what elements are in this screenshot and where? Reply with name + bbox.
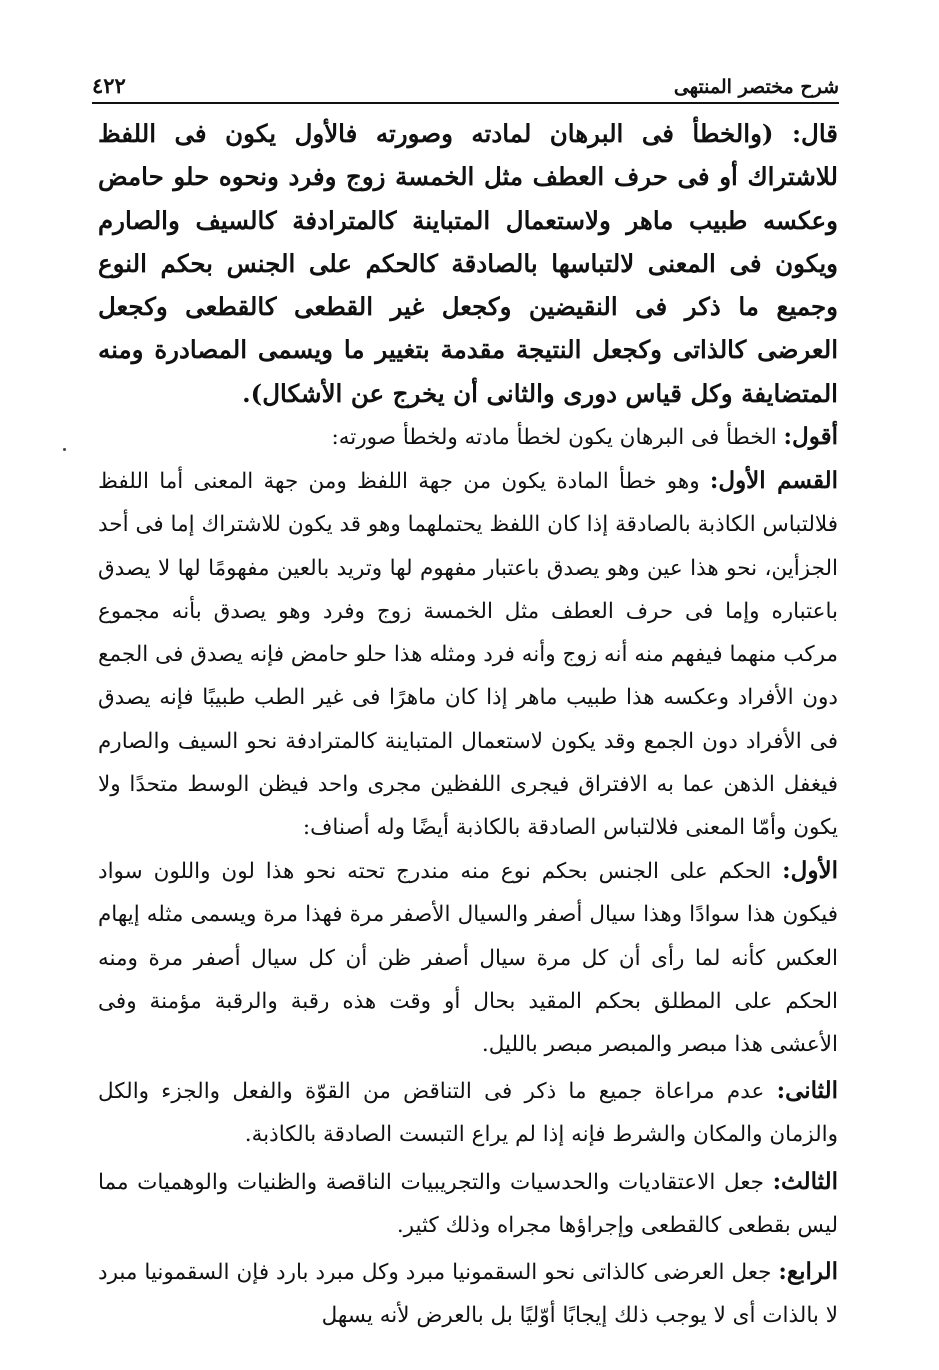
sharh-intro-paragraph <box>98 415 838 459</box>
paragraph-text: عدم مراعاة جميع ما ذكر فى التناقض من القوّة والفعل والجزء والكل والزمان والمكان والشرط فإنه إذا لم يراع التبست الصادقة بالكاذبة. <box>98 1079 838 1148</box>
matn-text: قال: (والخطأ فى البرهان لمادته وصورته فالأول يكون فى اللفظ للاشتراك أو فى حرف العطف مثل الخمسة زوج وفرد ونحوه حلو حامض وعكسه طبيب ماهر ولاستعمال المتباينة كالمترادفة كالسيف والصارم ويكون فى المعنى لالتباسها بالصادقة كالحكم على الجنس بحكم النوع وجميع ما ذكر فى النقيضين وكجعل غير القطعى كالقطعى وكجعل العرضى كالذاتى وكجعل النتيجة مقدمة بتغيير ما ويسمى المصادرة ومنه المتضايفة وكل قياس دورى والثانى أن يخرج عن الأشكال). <box>98 119 838 408</box>
paragraph-lead: أقول: <box>783 423 838 451</box>
paragraph-lead: القسم الأول: <box>709 467 838 495</box>
paragraph-lead: الثانى: <box>776 1077 838 1105</box>
paragraph-text: الخطأ فى البرهان يكون لخطأ مادته ولخطأ صورته: <box>331 425 784 451</box>
page-number: ٤٢٢ <box>92 73 126 98</box>
first-section-paragraph <box>98 459 838 849</box>
paragraph-lead: الثالث: <box>772 1167 838 1195</box>
type-four-paragraph <box>98 1250 838 1337</box>
paragraph-text: جعل العرضى كالذاتى نحو السقمونيا مبرد وكل مبرد بارد فإن السقمونيا مبرد لا بالذات أى لا يوجب ذلك إيجابًا أوّليًا بل بالعرض لأنه يسهل <box>98 1259 838 1329</box>
type-three-paragraph <box>98 1160 838 1247</box>
book-title: شرح مختصر المنتهى <box>673 76 839 98</box>
type-two-paragraph <box>98 1069 838 1156</box>
type-one-paragraph <box>98 849 838 1066</box>
paragraph-text: وهو خطأ المادة يكون من جهة اللفظ ومن جهة المعنى أما اللفظ فلالتباس الكاذبة بالصادقة إذا كان اللفظ يحتملهما وهو قد يكون للاشتراك إما فى أحد الجزأين، نحو هذا عين وهو يصدق باعتبار مفهوم لها وتريد بالعين مفهومًا لها لا يصدق باعتباره وإما فى حرف العطف مثل الخمسة زوج وفرد وهو يصدق بأنه مجموع مركب منهما فيفهم منه أنه زوج وأنه فرد ومثله هذا حلو حامض فإنه يصدق فى الجمع دون الأفراد وعكسه هذا طبيب ماهر إذا كان ماهرًا فى غير الطب طبيبًا فإنه يصدق فى الأفراد دون الجمع وقد يكون لاستعمال المتباينة كالمترادفة نحو السيف والصارم فيغفل الذهن عما به الافتراق فيجرى اللفظين مجرى واحد فيظن الوسط متحدًا ولا يكون وأمّا المعنى فلالتباس الصادقة بالكاذبة أيضًا وله أصناف: <box>98 469 838 840</box>
paragraph-lead: الأول: <box>782 857 838 885</box>
page-body <box>98 112 838 1329</box>
running-header <box>92 70 839 104</box>
margin-dot <box>63 448 66 451</box>
paragraph-text: جعل الاعتقاديات والحدسيات والتجريبيات الناقصة والظنيات والوهميات مما ليس بقطعى كالقطعى وإجراؤها مجراه وذلك كثير. <box>98 1169 838 1238</box>
paragraph-lead: الرابع: <box>778 1257 838 1285</box>
paragraph-text: الحكم على الجنس بحكم نوع منه مندرج تحته نحو هذا لون واللون سواد فيكون هذا سوادًا وهذا سيال أصفر والسيال الأصفر مرة فهذا مرة ويسمى مثله إيهام العكس كأنه لما رأى أن كل مرة سيال أصفر ظن أن كل سيال أصفر مرة ومنه الحكم على المطلق بحكم المقيد بحال أو وقت هذه رقبة والرقبة مؤمنة وفى الأعشى هذا مبصر والمبصر مبصر بالليل. <box>98 859 838 1057</box>
matn-paragraph <box>98 112 838 415</box>
